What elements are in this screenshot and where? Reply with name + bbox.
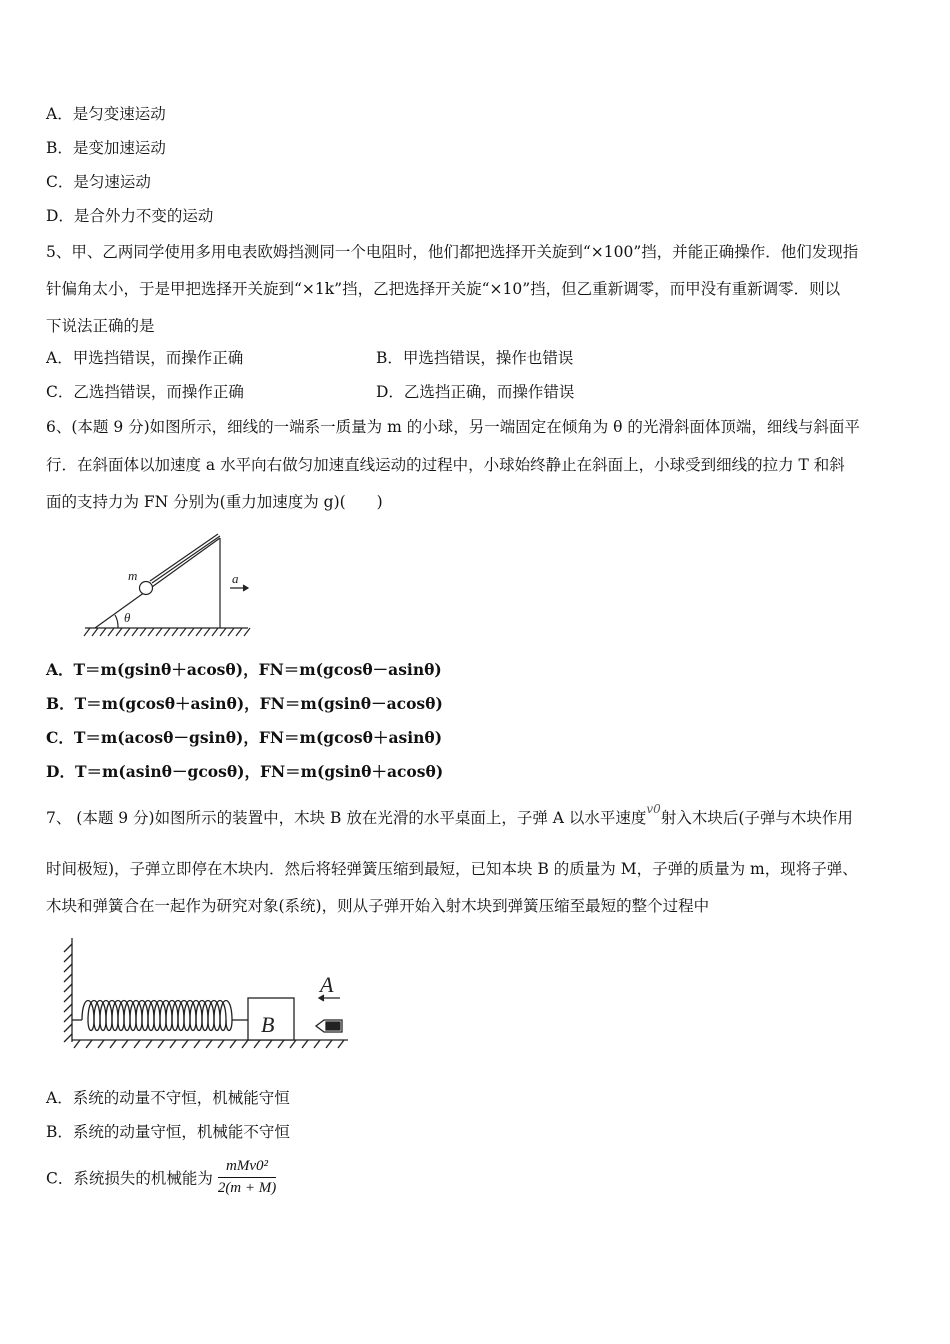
mass-label: m bbox=[128, 568, 138, 583]
accel-label: a bbox=[232, 571, 239, 586]
q5-stem-line3: 下说法正确的是 bbox=[46, 317, 155, 335]
q4-option-d: D．是合外力不变的运动 bbox=[46, 207, 214, 225]
fraction-numerator: mMv0² bbox=[218, 1158, 276, 1178]
bullet-label: A bbox=[320, 972, 334, 997]
block-label: B bbox=[261, 1012, 275, 1037]
q5-option-c: C．乙选挡错误，而操作正确 bbox=[46, 383, 244, 401]
q5-stem-line2: 针偏角太小，于是甲把选择开关旋到“×1k”挡，乙把选择开关旋“×10”挡，但乙重新调零，而甲没有重新调零．则以 bbox=[46, 280, 841, 298]
q7-option-a: A．系统的动量不守恒，机械能守恒 bbox=[46, 1089, 290, 1107]
q7-stem-line1 bbox=[46, 802, 853, 828]
q5-option-b: B．甲选挡错误，操作也错误 bbox=[376, 349, 574, 367]
incline-figure bbox=[80, 528, 260, 640]
angle-label: θ bbox=[124, 610, 131, 625]
q6-option-a: A．T＝m(gsinθ＋acosθ)，FN＝m(gcosθ－asinθ) bbox=[46, 660, 442, 679]
q6-stem-line3: 面的支持力为 FN 分别为(重力加速度为 g)( ) bbox=[46, 493, 383, 511]
q7-option-c bbox=[46, 1158, 276, 1197]
q5-stem-line1: 5、甲、乙两同学使用多用电表欧姆挡测同一个电阻时，他们都把选择开关旋到“×100”挡，并能正确操作．他们发现指 bbox=[46, 243, 859, 261]
q6-option-c: C．T＝m(acosθ－gsinθ)，FN＝m(gcosθ＋asinθ) bbox=[46, 728, 443, 747]
energy-loss-fraction bbox=[218, 1158, 276, 1197]
q7-option-b: B．系统的动量守恒，机械能不守恒 bbox=[46, 1123, 290, 1141]
q7-stem-line1-start: 7、 (本题 9 分)如图所示的装置中，木块 B 放在光滑的水平桌面上，子弹 A 以水平速度 bbox=[46, 809, 647, 827]
v0-symbol: v0 bbox=[646, 802, 661, 816]
spring-block-figure bbox=[58, 934, 350, 1054]
q5-option-d: D．乙选挡正确，而操作错误 bbox=[376, 383, 575, 401]
q4-option-c: C．是匀速运动 bbox=[46, 173, 151, 191]
q7-stem-line2: 时间极短)，子弹立即停在木块内．然后将轻弹簧压缩到最短，已知本块 B 的质量为 M，子弹的质量为 m，现将子弹、 bbox=[46, 860, 858, 878]
q6-option-d: D．T＝m(asinθ－gcosθ)，FN＝m(gsinθ＋acosθ) bbox=[46, 762, 444, 781]
q7-option-c-text: C．系统损失的机械能为 bbox=[46, 1169, 213, 1188]
q7-stem-line1-end: 射入木块后(子弹与木块作用 bbox=[660, 809, 853, 827]
q6-stem-line2: 行．在斜面体以加速度 a 水平向右做匀加速直线运动的过程中，小球始终静止在斜面上，小球受到细线的拉力 T 和斜 bbox=[46, 456, 845, 474]
q6-stem-line1: 6、(本题 9 分)如图所示，细线的一端系一质量为 m 的小球，另一端固定在倾角为 θ 的光滑斜面体顶端，细线与斜面平 bbox=[46, 418, 860, 436]
q7-stem-line3: 木块和弹簧合在一起作为研究对象(系统)，则从子弹开始入射木块到弹簧压缩至最短的整个过程中 bbox=[46, 897, 710, 915]
q6-option-b: B．T＝m(gcosθ＋asinθ)，FN＝m(gsinθ－acosθ) bbox=[46, 694, 443, 713]
q4-option-b: B．是变加速运动 bbox=[46, 139, 166, 157]
q4-option-a: A．是匀变速运动 bbox=[46, 105, 166, 123]
q5-option-a: A．甲选挡错误，而操作正确 bbox=[46, 349, 244, 367]
fraction-denominator: 2(m + M) bbox=[217, 1180, 277, 1196]
